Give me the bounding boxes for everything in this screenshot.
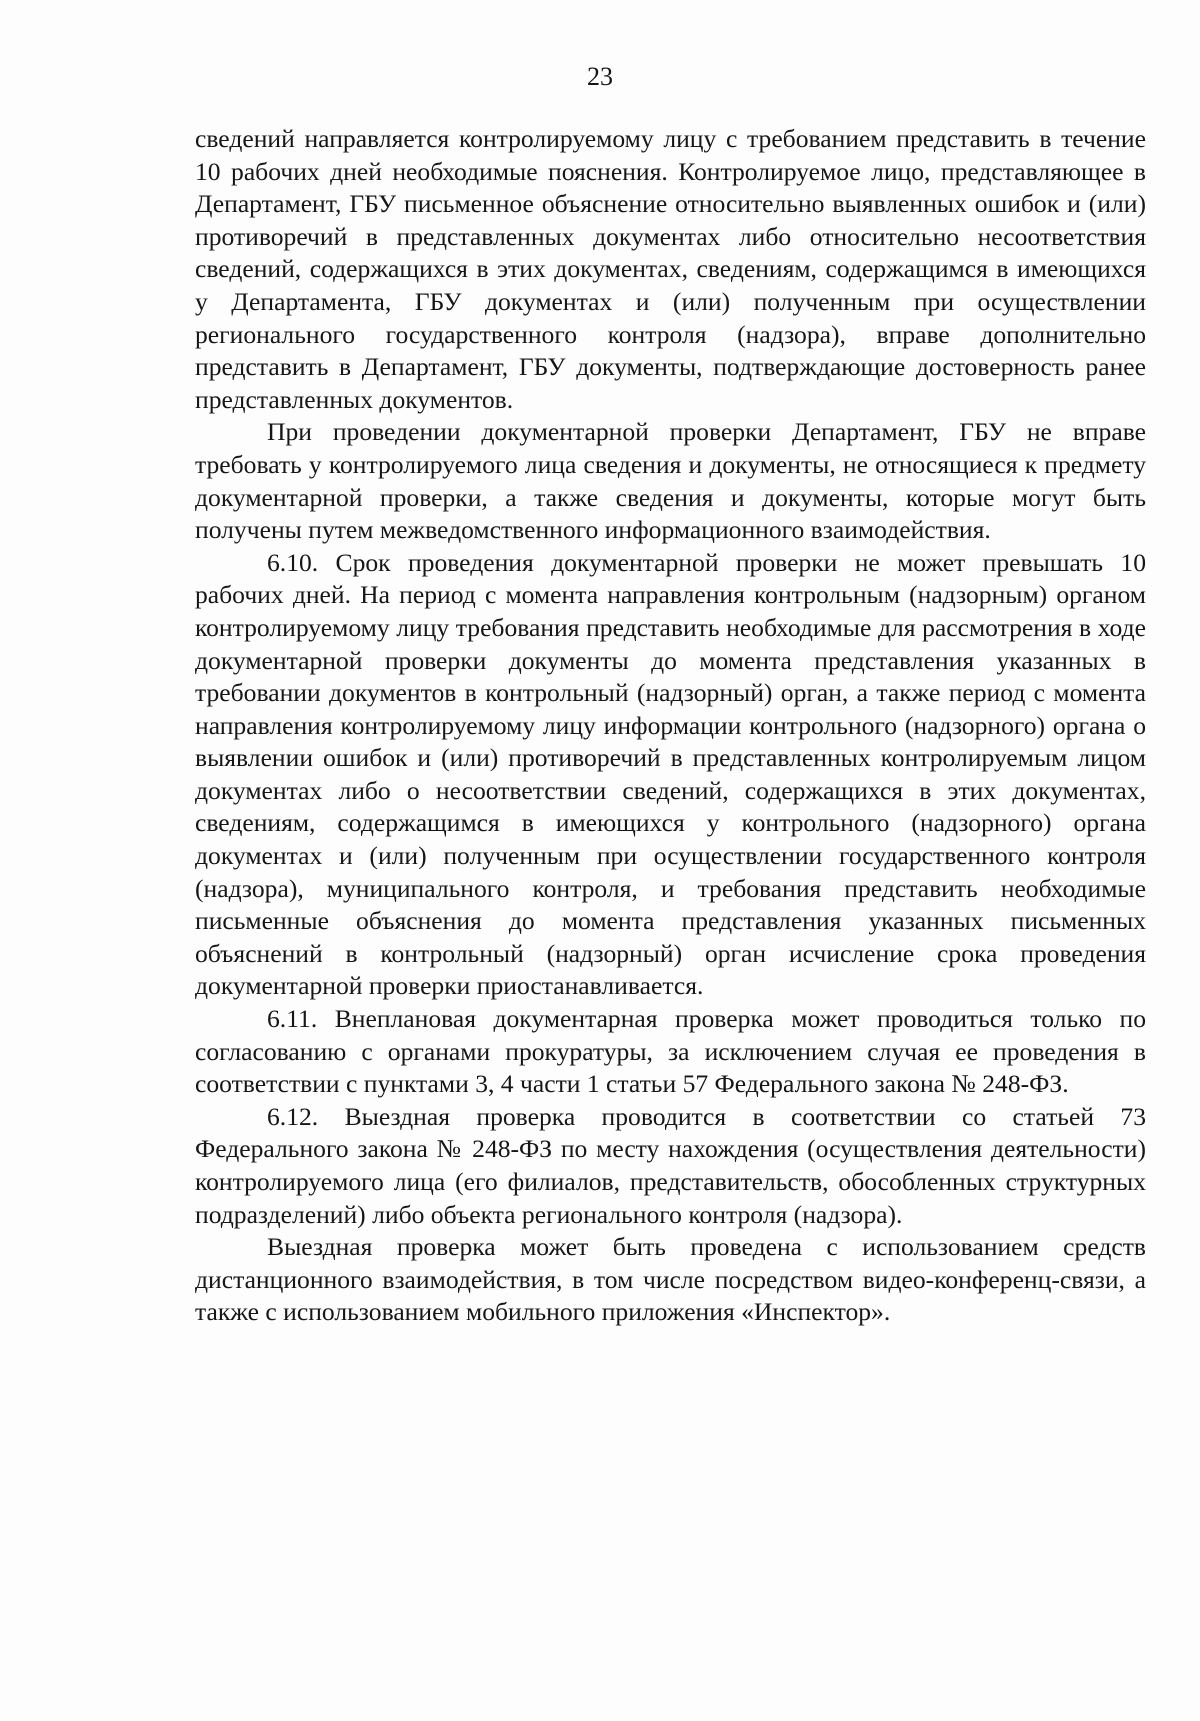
document-body <box>195 123 1146 1329</box>
paragraph-documentary-check-restrictions: При проведении документарной проверки Департамент, ГБУ не вправе требовать у контролируемого лица сведения и документы, не относящиеся к предмету документарной проверки, а также сведения и документы, которые могут быть получены путем межведомственного информационного взаимодействия. <box>195 417 1146 545</box>
paragraph-6-12-field-check: 6.12. Выездная проверка проводится в соответствии со статьей 73 Федерального закона № 248-ФЗ по месту нахождения (осуществления деятельности) контролируемого лица (его филиалов, представительств, обособленных структурных подразделений) либо объекта регионального контроля (надзора). <box>195 1101 1146 1229</box>
page-number: 23 <box>587 62 613 91</box>
paragraph-remote-interaction: Выездная проверка может быть проведена с использованием средств дистанционного взаимодействия, в том числе посредством видео-конференц-связи, а также с использованием мобильного приложения «Инспектор». <box>195 1232 1146 1327</box>
paragraph-continuation: сведений направляется контролируемому лицу с требованием представить в течение 10 рабочих дней необходимые пояснения. Контролируемое лицо, представляющее в Департамент, ГБУ письменное объяснение относительно выявленных ошибок и (или) противоречий в представленных документах либо относительно несоответствия сведений, содержащихся в этих документах, сведениям, содержащимся в имеющихся у Департамента, ГБУ документах и (или) полученным при осуществлении регионального государственного контроля (надзора), вправе дополнительно представить в Департамент, ГБУ документы, подтверждающие достоверность ранее представленных документов. <box>195 124 1146 414</box>
paragraph-6-10-term: 6.10. Срок проведения документарной проверки не может превышать 10 рабочих дней. На период с момента направления контрольным (надзорным) органом контролируемому лицу требования представить необходимые для рассмотрения в ходе документарной проверки документы до момента представления указанных в требовании документов в контрольный (надзорный) орган, а также период с момента направления контролируемому лицу информации контрольного (надзорного) органа о выявлении ошибок и (или) противоречий в представленных контролируемым лицом документах либо о несоответствии сведений, содержащихся в этих документах, сведениям, содержащимся в имеющихся у контрольного (надзорного) органа документах и (или) полученным при осуществлении государственного контроля (надзора), муниципального контроля, и требования представить необходимые письменные объяснения до момента представления указанных письменных объяснений в контрольный (надзорный) орган исчисление срока проведения документарной проверки приостанавливается. <box>195 547 1146 1001</box>
paragraph-6-11-unscheduled-check: 6.11. Внеплановая документарная проверка может проводиться только по согласованию с органами прокуратуры, за исключением случая ее проведения в соответствии с пунктами 3, 4 части 1 статьи 57 Федерального закона № 248-ФЗ. <box>195 1004 1146 1099</box>
